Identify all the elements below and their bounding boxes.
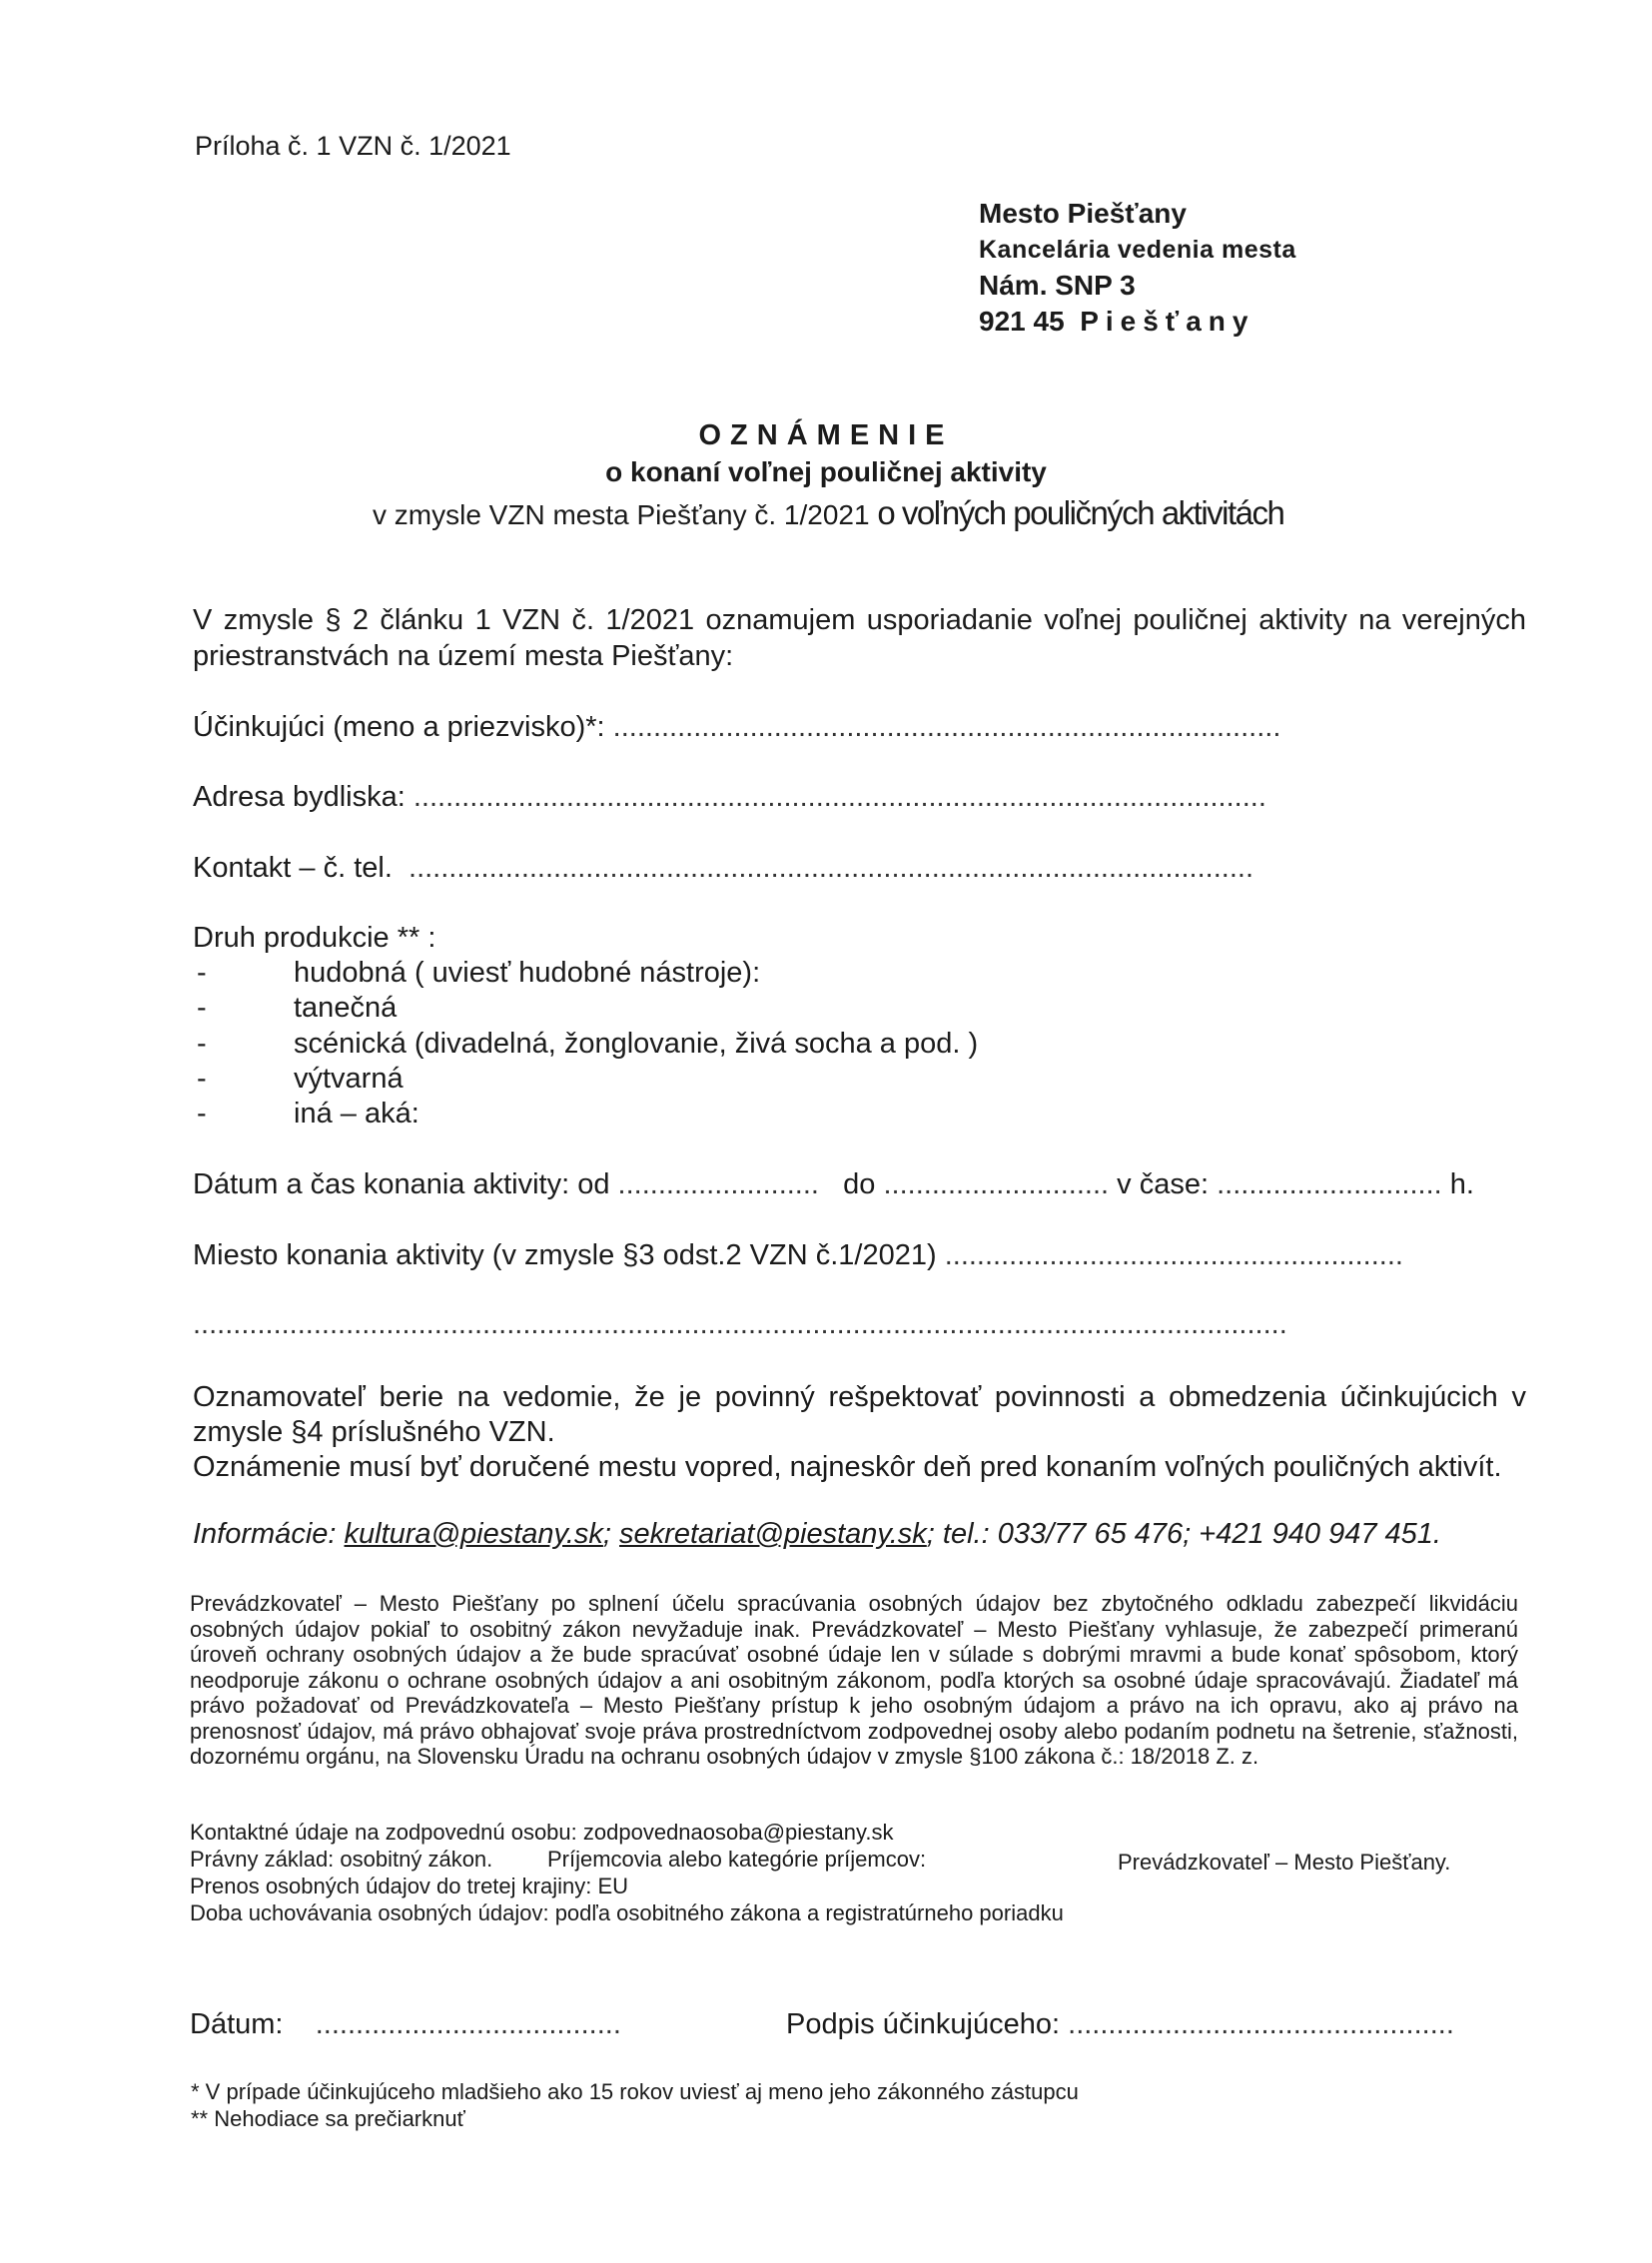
list-dash: - [197, 1028, 207, 1060]
date-signature-field[interactable] [190, 2008, 621, 2041]
intro-paragraph: V zmysle § 2 článku 1 VZN č. 1/2021 oznamujem usporiadanie voľnej pouličnej aktivity na verejných priestranstvách na území mesta Piešťany: [193, 604, 1526, 672]
datetime-field[interactable] [193, 1168, 1474, 1201]
document-subtitle: o konaní voľnej pouličnej aktivity [605, 456, 1047, 487]
gdpr-legal-basis: Právny základ: osobitný zákon. [190, 1847, 493, 1872]
place-field[interactable] [193, 1239, 1403, 1272]
notice-obligations: Oznamovateľ berie na vedomie, že je povinný rešpektovať povinnosti a obmedzenia účinkujúcich v zmysle §4 príslušného VZN. [193, 1381, 1526, 1448]
signature-dots[interactable]: ................................................ [1068, 2008, 1454, 2040]
footnote-minor: * V prípade účinkujúceho mladšieho ako 15 rokov uviesť aj meno jeho zákonného zástupcu [191, 2079, 1079, 2104]
info-phones: ; tel.: 033/77 65 476; +421 940 947 451. [926, 1518, 1441, 1550]
date-to-dots[interactable]: ............................ [883, 1168, 1110, 1200]
recipient-address [979, 196, 1296, 340]
notice-deadline: Oznámenie musí byť doručené mestu vopred, najneskôr deň pred konaním voľných pouličných aktivít. [193, 1451, 1502, 1483]
gdpr-contact-label: Kontaktné údaje na zodpovednú osobu: [190, 1820, 577, 1845]
date-to-label: do [843, 1168, 876, 1200]
contact-label: Kontakt – č. tel. [193, 852, 393, 884]
annex-reference: Príloha č. 1 VZN č. 1/2021 [195, 131, 511, 161]
production-item-label: výtvarná [294, 1063, 404, 1095]
contact-field[interactable] [193, 852, 1253, 885]
address-line-city-office: Mesto Piešťany [979, 198, 1187, 229]
list-dash: - [197, 1063, 207, 1095]
list-dash: - [197, 957, 207, 989]
email-link-dpo[interactable]: zodpovednaosoba@piestany.sk [582, 1820, 894, 1845]
signature-label: Podpis účinkujúceho: [786, 2008, 1061, 2040]
place-dots[interactable]: ......................................................... [944, 1239, 1403, 1271]
production-item-label: tanečná [294, 992, 398, 1024]
datetime-label: Dátum a čas konania aktivity: od [193, 1168, 610, 1200]
gdpr-recipients-label: Príjemcovia alebo kategórie príjemcov: [547, 1847, 927, 1872]
list-dash: - [197, 1098, 207, 1130]
address-city: Piešťany [1080, 306, 1255, 337]
production-item-label: iná – aká: [294, 1098, 419, 1130]
residence-label: Adresa bydliska: [193, 781, 406, 813]
info-separator: ; [602, 1518, 611, 1550]
contact-info-line [193, 1518, 1441, 1551]
place-dots-line2[interactable]: ........................................................................................................................................ [193, 1308, 1287, 1340]
place-label: Miesto konania aktivity (v zmysle §3 odst.2 VZN č.1/2021) [193, 1239, 937, 1271]
info-label: Informácie: [193, 1518, 337, 1550]
date-dots[interactable]: ...................................... [315, 2008, 621, 2040]
residence-field[interactable] [193, 781, 1266, 814]
footnote-strike: ** Nehodiace sa prečiarknuť [191, 2106, 465, 2131]
gdpr-recipients-value: Prevádzkovateľ – Mesto Piešťany. [1118, 1850, 1451, 1875]
performer-dots[interactable]: ................................................................................... [612, 711, 1281, 743]
residence-dots[interactable]: .......................................................................................................... [413, 781, 1266, 813]
gdpr-retention: Doba uchovávania osobných údajov: podľa osobitného zákona a registratúrneho poriadku [190, 1900, 1064, 1925]
legal-basis-part-b: o voľných pouličných aktivitách [877, 494, 1284, 531]
date-from-dots[interactable]: ......................... [617, 1168, 819, 1200]
production-item-label: scénická (divadelná, žonglovanie, živá socha a pod. ) [294, 1028, 979, 1060]
hour-unit: h. [1449, 1168, 1474, 1200]
email-link-kultura[interactable]: kultura@piestany.sk [344, 1518, 603, 1550]
gdpr-contact-line [190, 1820, 893, 1846]
place-field-continuation[interactable] [193, 1308, 1287, 1341]
legal-basis-part-a: v zmysle VZN mesta Piešťany č. 1/2021 [373, 499, 870, 530]
date-label: Dátum: [190, 2008, 284, 2040]
contact-dots[interactable]: ......................................................................................................... [409, 852, 1254, 884]
time-label: v čase: [1117, 1168, 1210, 1200]
time-dots[interactable]: ............................ [1217, 1168, 1442, 1200]
address-line-street: Nám. SNP 3 [979, 270, 1136, 301]
address-zip: 921 45 [979, 306, 1065, 337]
production-type-label: Druh produkcie ** : [193, 922, 436, 954]
document-legal-basis [373, 494, 1283, 532]
gdpr-paragraph: Prevádzkovateľ – Mesto Piešťany po splnení účelu spracúvania osobných údajov bez zbytočného odkladu zabezpečí likvidáciu osobných údajov pokiaľ to osobitný zákon nevyžaduje inak. Prevádzkovateľ – Mesto Piešťany vyhlasuje, že zabezpečí primeranú úroveň ochrany osobných údajov a že bude spracúvať osobné údaje len v súlade s dobrými mravmi a bude konať spôsobom, ktorý neodporuje zákonu o ochrane osobných údajov a ani osobitným zákonom, podľa ktorých sa osobné údaje spracovávajú. Žiadateľ má právo požadovať od Prevádzkovateľa – Mesto Piešťany prístup k jeho osobným údajom a právo na ich opravu, ako aj právo na prenosnosť údajov, má právo obhajovať svoje práva prostredníctvom zodpovednej osoby alebo podaním podnetu na šetrenie, sťažnosti, dozornému orgánu, na Slovensku Úradu na ochranu osobných údajov v zmysle §100 zákona č.: 18/2018 Z. z. [190, 1591, 1518, 1769]
address-line-department: Kancelária vedenia mesta [979, 236, 1296, 264]
gdpr-transfer: Prenos osobných údajov do tretej krajiny: EU [190, 1874, 629, 1898]
document-title: OZNÁMENIE [698, 419, 954, 451]
address-line-postal [979, 304, 1296, 340]
production-item-label: hudobná ( uviesť hudobné nástroje): [294, 957, 761, 989]
performer-label: Účinkujúci (meno a priezvisko)*: [193, 711, 605, 743]
email-link-sekretariat[interactable]: sekretariat@piestany.sk [619, 1518, 927, 1550]
list-dash: - [197, 992, 207, 1024]
performer-signature-field[interactable] [786, 2008, 1454, 2041]
performer-field[interactable] [193, 711, 1280, 744]
